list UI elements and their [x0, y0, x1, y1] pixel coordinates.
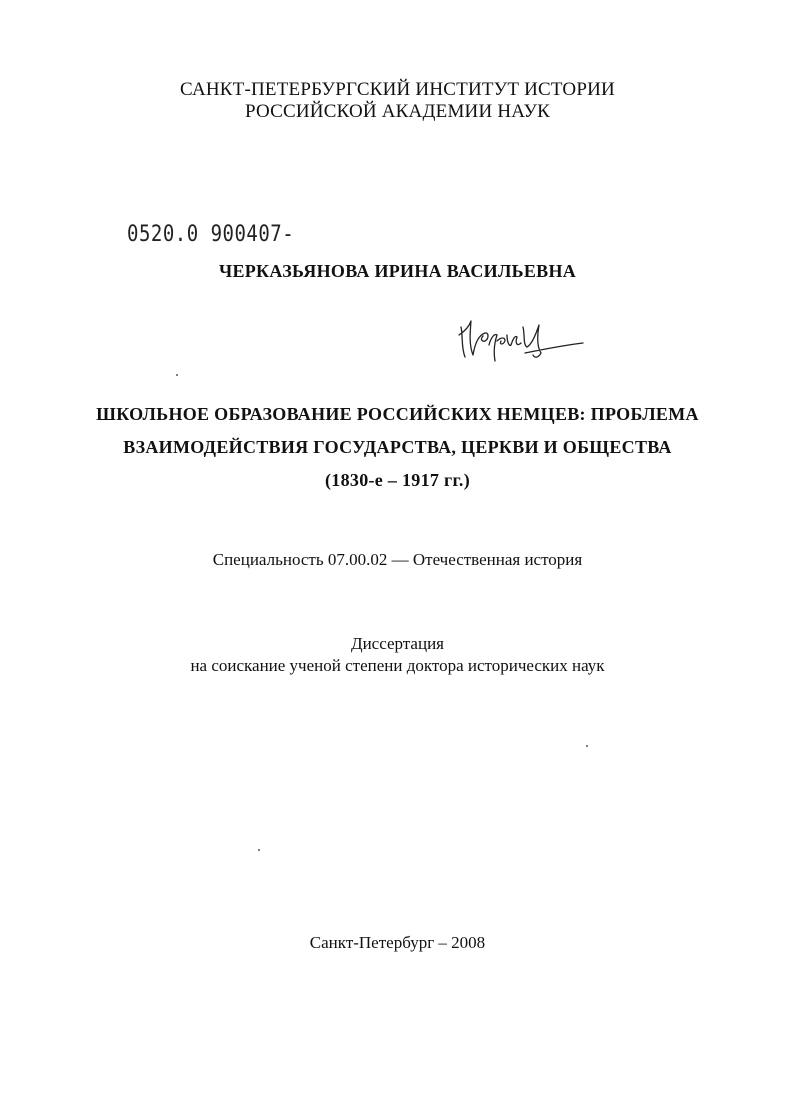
scan-speck — [258, 849, 260, 851]
dissertation-title-line-1: ШКОЛЬНОЕ ОБРАЗОВАНИЕ РОССИЙСКИХ НЕМЦЕВ: ПРОБЛЕМА — [96, 404, 699, 424]
degree-line: на соискание ученой степени доктора исторических наук — [190, 656, 605, 675]
scan-speck — [176, 374, 178, 376]
scan-speck — [586, 745, 588, 747]
place-year: Санкт-Петербург – 2008 — [309, 933, 486, 952]
registration-number: 0520.0 900407- — [127, 221, 295, 247]
institution-line-2: РОССИЙСКОЙ АКАДЕМИИ НАУК — [244, 101, 551, 122]
institution-line-1: САНКТ-ПЕТЕРБУРГСКИЙ ИНСТИТУТ ИСТОРИИ — [180, 79, 615, 100]
specialty-line: Специальность 07.00.02 — Отечественная история — [212, 550, 583, 569]
dissertation-title-line-2: ВЗАИМОДЕЙСТВИЯ ГОСУДАРСТВА, ЦЕРКВИ И ОБЩЕСТВА — [123, 437, 672, 457]
dissertation-title-years: (1830-е – 1917 гг.) — [325, 470, 470, 490]
signature — [455, 305, 585, 367]
dissertation-label: Диссертация — [350, 634, 444, 653]
author-name: ЧЕРКАЗЬЯНОВА ИРИНА ВАСИЛЬЕВНА — [218, 261, 577, 281]
